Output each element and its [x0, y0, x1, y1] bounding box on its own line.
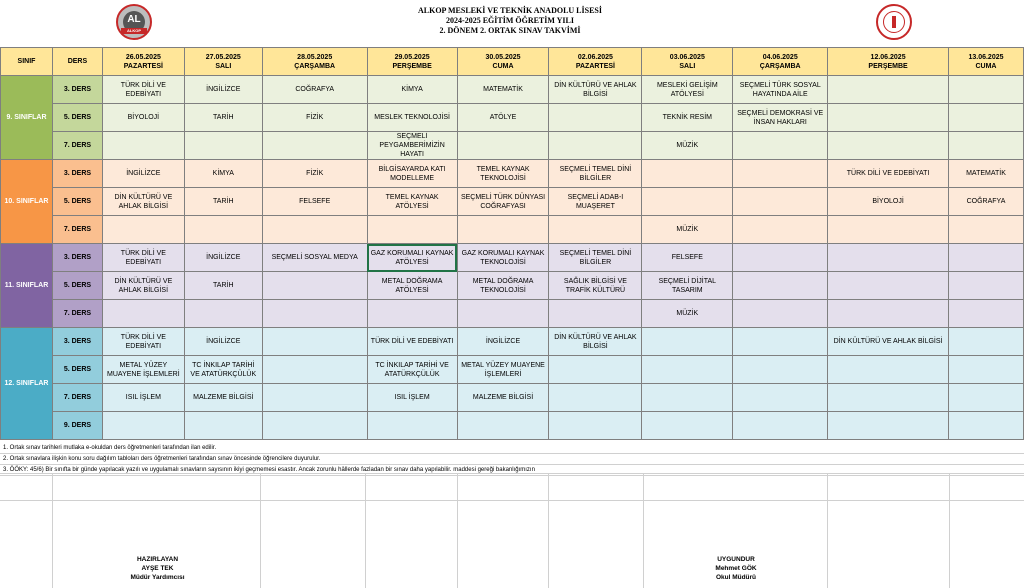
schedule-cell[interactable] [262, 300, 367, 328]
lesson-period[interactable]: 3. DERS [52, 328, 102, 356]
schedule-cell[interactable] [102, 216, 184, 244]
ministry-logo [876, 4, 912, 40]
header-weekday: SALI [215, 62, 232, 70]
torch-icon [892, 16, 896, 28]
lesson-period[interactable]: 7. DERS [52, 216, 102, 244]
column-header-ders[interactable]: DERS [52, 48, 102, 76]
schedule-cell[interactable]: FİZİK [262, 160, 367, 188]
schedule-cell[interactable] [948, 244, 1023, 272]
header-weekday: ÇARŞAMBA [294, 62, 336, 70]
schedule-cell[interactable]: METAL YÜZEY MUAYENE İŞLEMLERİ [457, 356, 549, 384]
header-weekday: PAZARTESİ [123, 62, 163, 70]
schedule-cell[interactable] [733, 328, 828, 356]
schedule-cell[interactable]: TÜRK DİLİ VE EDEBİYATI [102, 244, 184, 272]
schedule-cell[interactable] [549, 132, 642, 160]
header-date: 27.05.2025 [205, 53, 241, 61]
schedule-cell[interactable] [733, 300, 828, 328]
schedule-cell[interactable] [948, 132, 1023, 160]
schedule-cell[interactable]: KİMYA [367, 76, 457, 104]
schedule-cell[interactable]: TEMEL KAYNAK TEKNOLOJİSİ [457, 160, 549, 188]
schedule-cell[interactable]: MATEMATİK [457, 76, 549, 104]
schedule-cell[interactable] [828, 216, 949, 244]
schedule-cell[interactable]: SEÇMELİ TEMEL DİNİ BİLGİLER [549, 160, 642, 188]
schedule-cell[interactable] [262, 272, 367, 300]
school-logo-band: ALKOP [121, 28, 147, 34]
column-header-day[interactable] [262, 48, 367, 76]
schedule-cell[interactable] [102, 300, 184, 328]
schedule-cell[interactable]: GAZ KORUMALI KAYNAK TEKNOLOJİSİ [457, 244, 549, 272]
schedule-cell[interactable]: DİN KÜLTÜRÜ VE AHLAK BİLGİSİ [102, 188, 184, 216]
schedule-cell[interactable] [642, 188, 733, 216]
schedule-cell[interactable] [733, 244, 828, 272]
header-date: 12.06.2025 [870, 53, 906, 61]
header-date: 28.05.2025 [297, 53, 333, 61]
schedule-cell[interactable]: FİZİK [262, 104, 367, 132]
schedule-cell[interactable] [733, 188, 828, 216]
schedule-cell[interactable]: İNGİLİZCE [184, 244, 262, 272]
class-group-label[interactable]: 12. SINIFLAR [1, 328, 53, 440]
schedule-cell[interactable] [549, 300, 642, 328]
schedule-cell[interactable] [184, 216, 262, 244]
school-logo [116, 4, 152, 40]
schedule-cell[interactable] [828, 356, 949, 384]
schedule-cell[interactable] [733, 160, 828, 188]
schedule-cell[interactable] [262, 328, 367, 356]
schedule-cell[interactable] [948, 328, 1023, 356]
schedule-cell[interactable]: SEÇMELİ TÜRK SOSYAL HAYATINDA AİLE [733, 76, 828, 104]
signature-role: HAZIRLAYAN [136, 556, 179, 563]
schedule-cell[interactable] [549, 356, 642, 384]
schedule-cell[interactable]: TARİH [184, 188, 262, 216]
class-group-label[interactable]: 10. SINIFLAR [1, 160, 53, 244]
schedule-cell[interactable]: İNGİLİZCE [102, 160, 184, 188]
schedule-cell[interactable] [828, 300, 949, 328]
schedule-cell[interactable]: İNGİLİZCE [184, 76, 262, 104]
schedule-cell[interactable] [367, 300, 457, 328]
class-group-label[interactable]: 11. SINIFLAR [1, 244, 53, 328]
schedule-cell[interactable]: SEÇMELİ TEMEL DİNİ BİLGİLER [549, 244, 642, 272]
header-weekday: PAZARTESİ [575, 62, 615, 70]
schedule-cell[interactable] [733, 412, 828, 440]
schedule-cell[interactable]: TARİH [184, 104, 262, 132]
header-weekday: PERŞEMBE [868, 62, 908, 70]
schedule-cell[interactable] [184, 412, 262, 440]
header-weekday: SALI [679, 62, 696, 70]
schedule-cell[interactable] [262, 132, 367, 160]
lesson-period[interactable]: 3. DERS [52, 244, 102, 272]
lesson-period[interactable]: 5. DERS [52, 272, 102, 300]
schedule-cell[interactable]: METAL YÜZEY MUAYENE İŞLEMLERİ [102, 356, 184, 384]
schedule-cell[interactable]: FELSEFE [642, 244, 733, 272]
grid-line [548, 473, 549, 588]
column-header-day[interactable] [733, 48, 828, 76]
schedule-cell[interactable]: İNGİLİZCE [457, 328, 549, 356]
schedule-cell[interactable]: TEKNİK RESİM [642, 104, 733, 132]
schedule-cell[interactable]: TC İNKILAP TARİHİ VE ATATÜRKÇÜLÜK [367, 356, 457, 384]
column-header-day[interactable] [642, 48, 733, 76]
schedule-cell[interactable] [828, 384, 949, 412]
schedule-cell[interactable]: SAĞLIK BİLGİSİ VE TRAFİK KÜLTÜRÜ [549, 272, 642, 300]
schedule-cell[interactable] [948, 356, 1023, 384]
grid-line [365, 473, 366, 588]
schedule-cell[interactable]: ATÖLYE [457, 104, 549, 132]
schedule-cell[interactable] [549, 412, 642, 440]
schedule-cell[interactable] [828, 104, 949, 132]
column-header-day[interactable] [457, 48, 549, 76]
schedule-cell[interactable]: TÜRK DİLİ VE EDEBİYATI [367, 328, 457, 356]
lesson-period[interactable]: 3. DERS [52, 160, 102, 188]
notes-section [0, 443, 1024, 476]
schedule-cell[interactable] [262, 216, 367, 244]
grid-line [949, 473, 950, 588]
signature-name: Mehmet GÖK [715, 565, 757, 572]
schedule-cell[interactable] [262, 356, 367, 384]
note-2: 2. Ortak sınavlara ilişkin konu soru dağılım tabloları ders öğretmenleri tarafından sınav öncesinde öğrencilere duyurulur. [0, 454, 1024, 465]
schedule-cell[interactable]: SEÇMELİ TÜRK DÜNYASI COĞRAFYASI [457, 188, 549, 216]
signature-prepared [100, 555, 215, 582]
schedule-cell[interactable] [948, 412, 1023, 440]
schedule-cell[interactable]: TEMEL KAYNAK ATÖLYESİ [367, 188, 457, 216]
header-weekday: CUMA [975, 62, 997, 70]
header-date: 29.05.2025 [394, 53, 430, 61]
column-header-sinif[interactable]: SINIF [1, 48, 53, 76]
header-weekday: ÇARŞAMBA [759, 62, 801, 70]
schedule-cell[interactable] [828, 244, 949, 272]
schedule-cell[interactable]: MÜZİK [642, 300, 733, 328]
header-date: 04.06.2025 [762, 53, 798, 61]
note-3: 3. ÖÖKY: 45/6) Bir sınıfta bir günde yapılacak yazılı ve uygulamalı sınavların sayısının ikiyi geçmemesi esastır. Ancak zorunlu hâllerde fazladan bir sınav daha yapılabilir. maddesi gereği bakanlığımızın [0, 465, 1024, 476]
column-header-day[interactable] [367, 48, 457, 76]
schedule-cell[interactable] [549, 104, 642, 132]
column-header-day[interactable] [102, 48, 184, 76]
lesson-period[interactable]: 5. DERS [52, 188, 102, 216]
schedule-cell[interactable]: TÜRK DİLİ VE EDEBİYATI [828, 160, 949, 188]
schedule-cell[interactable] [367, 412, 457, 440]
schedule-cell[interactable] [549, 216, 642, 244]
lesson-period[interactable]: 3. DERS [52, 76, 102, 104]
schedule-cell[interactable]: BİYOLOJİ [102, 104, 184, 132]
schedule-cell[interactable] [457, 300, 549, 328]
schedule-cell[interactable]: ISIL İŞLEM [102, 384, 184, 412]
lesson-period[interactable]: 7. DERS [52, 384, 102, 412]
schedule-cell[interactable] [828, 412, 949, 440]
schedule-cell[interactable] [642, 328, 733, 356]
schedule-cell[interactable]: MATEMATİK [948, 160, 1023, 188]
schedule-cell[interactable] [733, 216, 828, 244]
schedule-cell[interactable] [457, 132, 549, 160]
schedule-cell[interactable]: COĞRAFYA [262, 76, 367, 104]
schedule-cell[interactable] [102, 412, 184, 440]
schedule-cell[interactable]: SEÇMELİ PEYGAMBERİMİZİN HAYATI [367, 132, 457, 160]
grid-line [0, 473, 1024, 474]
schedule-cell[interactable]: GAZ KORUMALI KAYNAK ATÖLYESİ [367, 244, 457, 272]
grid-line [52, 473, 53, 588]
schedule-cell[interactable]: FELSEFE [262, 188, 367, 216]
lesson-period[interactable]: 7. DERS [52, 132, 102, 160]
schedule-cell[interactable] [549, 384, 642, 412]
schedule-cell[interactable] [733, 132, 828, 160]
schedule-cell[interactable]: TÜRK DİLİ VE EDEBİYATI [102, 328, 184, 356]
schedule-cell[interactable] [262, 412, 367, 440]
schedule-cell[interactable] [642, 356, 733, 384]
schedule-cell[interactable] [948, 104, 1023, 132]
note-1: 1. Ortak sınav tarihleri mutlaka e-okuldan ders öğretmenleri tarafından ilan edilir. [0, 443, 1024, 454]
header-date: 26.05.2025 [125, 53, 161, 61]
grid-line [643, 473, 644, 588]
schedule-cell[interactable] [642, 160, 733, 188]
schedule-cell[interactable]: COĞRAFYA [948, 188, 1023, 216]
schedule-cell[interactable]: MALZEME BİLGİSİ [457, 384, 549, 412]
lesson-period[interactable]: 7. DERS [52, 300, 102, 328]
document-header [300, 6, 720, 36]
schedule-cell[interactable]: SEÇMELİ DİJİTAL TASARIM [642, 272, 733, 300]
column-header-day[interactable] [828, 48, 949, 76]
column-header-day[interactable] [948, 48, 1023, 76]
grid-line [827, 473, 828, 588]
schedule-cell[interactable]: DİN KÜLTÜRÜ VE AHLAK BİLGİSİ [102, 272, 184, 300]
exam-schedule-table [0, 47, 1024, 440]
schedule-cell[interactable]: DİN KÜLTÜRÜ VE AHLAK BİLGİSİ [549, 76, 642, 104]
schedule-cell[interactable] [948, 216, 1023, 244]
schedule-cell[interactable] [733, 384, 828, 412]
signature-title: Okul Müdürü [715, 574, 757, 581]
header-date: 02.06.2025 [577, 53, 613, 61]
schedule-cell[interactable]: MESLEKİ GELİŞİM ATÖLYESİ [642, 76, 733, 104]
schedule-cell[interactable] [733, 356, 828, 384]
schedule-cell[interactable]: BİYOLOJİ [828, 188, 949, 216]
schedule-cell[interactable] [948, 76, 1023, 104]
schedule-cell[interactable] [733, 272, 828, 300]
grid-line [260, 473, 261, 588]
schedule-cell[interactable]: TÜRK DİLİ VE EDEBİYATI [102, 76, 184, 104]
schedule-cell[interactable] [457, 412, 549, 440]
schedule-cell[interactable]: TARİH [184, 272, 262, 300]
class-group-label[interactable]: 9. SINIFLAR [1, 76, 53, 160]
schedule-cell[interactable]: SEÇMELİ SOSYAL MEDYA [262, 244, 367, 272]
schedule-cell[interactable] [828, 132, 949, 160]
schedule-cell[interactable] [457, 216, 549, 244]
schedule-cell[interactable]: DİN KÜLTÜRÜ VE AHLAK BİLGİSİ [549, 328, 642, 356]
header-weekday: PERŞEMBE [392, 62, 432, 70]
schedule-cell[interactable] [828, 272, 949, 300]
schedule-cell[interactable] [262, 384, 367, 412]
column-header-day[interactable] [184, 48, 262, 76]
schedule-cell[interactable] [102, 132, 184, 160]
schedule-cell[interactable] [367, 216, 457, 244]
column-header-day[interactable] [549, 48, 642, 76]
schedule-cell[interactable] [948, 272, 1023, 300]
schedule-cell[interactable]: METAL DOĞRAMA TEKNOLOJİSİ [457, 272, 549, 300]
schedule-cell[interactable]: MÜZİK [642, 132, 733, 160]
schedule-cell[interactable] [828, 76, 949, 104]
schedule-cell[interactable]: SEÇMELİ DEMOKRASİ VE İNSAN HAKLARI [733, 104, 828, 132]
signature-title: Müdür Yardımcısı [130, 574, 185, 581]
header-weekday: CUMA [492, 62, 514, 70]
school-logo-mark: AL [123, 11, 145, 33]
schedule-cell[interactable] [948, 384, 1023, 412]
school-name: ALKOP MESLEKİ VE TEKNİK ANADOLU LİSESİ [418, 6, 602, 15]
signature-approved [672, 555, 800, 582]
schedule-cell[interactable]: METAL DOĞRAMA ATÖLYESİ [367, 272, 457, 300]
signature-name: AYŞE TEK [141, 565, 174, 572]
schedule-cell[interactable]: KİMYA [184, 160, 262, 188]
schedule-cell[interactable]: MÜZİK [642, 216, 733, 244]
schedule-title: 2. DÖNEM 2. ORTAK SINAV TAKVİMİ [439, 26, 581, 35]
grid-line [0, 500, 1024, 501]
lesson-period[interactable]: 5. DERS [52, 356, 102, 384]
lesson-period[interactable]: 9. DERS [52, 412, 102, 440]
schedule-cell[interactable]: BİLGİSAYARDA KATI MODELLEME [367, 160, 457, 188]
lesson-period[interactable]: 5. DERS [52, 104, 102, 132]
schedule-cell[interactable]: SEÇMELİ ADAB-I MUAŞERET [549, 188, 642, 216]
schedule-cell[interactable]: MESLEK TEKNOLOJİSİ [367, 104, 457, 132]
schedule-cell[interactable] [184, 132, 262, 160]
schedule-cell[interactable] [948, 300, 1023, 328]
grid-line [457, 473, 458, 588]
schedule-cell[interactable]: TC İNKILAP TARİHİ VE ATATÜRKÇÜLÜK [184, 356, 262, 384]
schedule-cell[interactable] [642, 384, 733, 412]
signature-role: UYGUNDUR [717, 556, 755, 563]
schedule-cell[interactable]: MALZEME BİLGİSİ [184, 384, 262, 412]
academic-year: 2024-2025 EĞİTİM ÖĞRETİM YILI [446, 16, 574, 25]
header-date: 03.06.2025 [669, 53, 705, 61]
header-date: 13.06.2025 [968, 53, 1004, 61]
schedule-cell[interactable] [642, 412, 733, 440]
schedule-cell[interactable]: DİN KÜLTÜRÜ VE AHLAK BİLGİSİ [828, 328, 949, 356]
schedule-cell[interactable] [184, 300, 262, 328]
schedule-cell[interactable]: ISIL İŞLEM [367, 384, 457, 412]
schedule-cell[interactable]: İNGİLİZCE [184, 328, 262, 356]
header-date: 30.05.2025 [485, 53, 521, 61]
